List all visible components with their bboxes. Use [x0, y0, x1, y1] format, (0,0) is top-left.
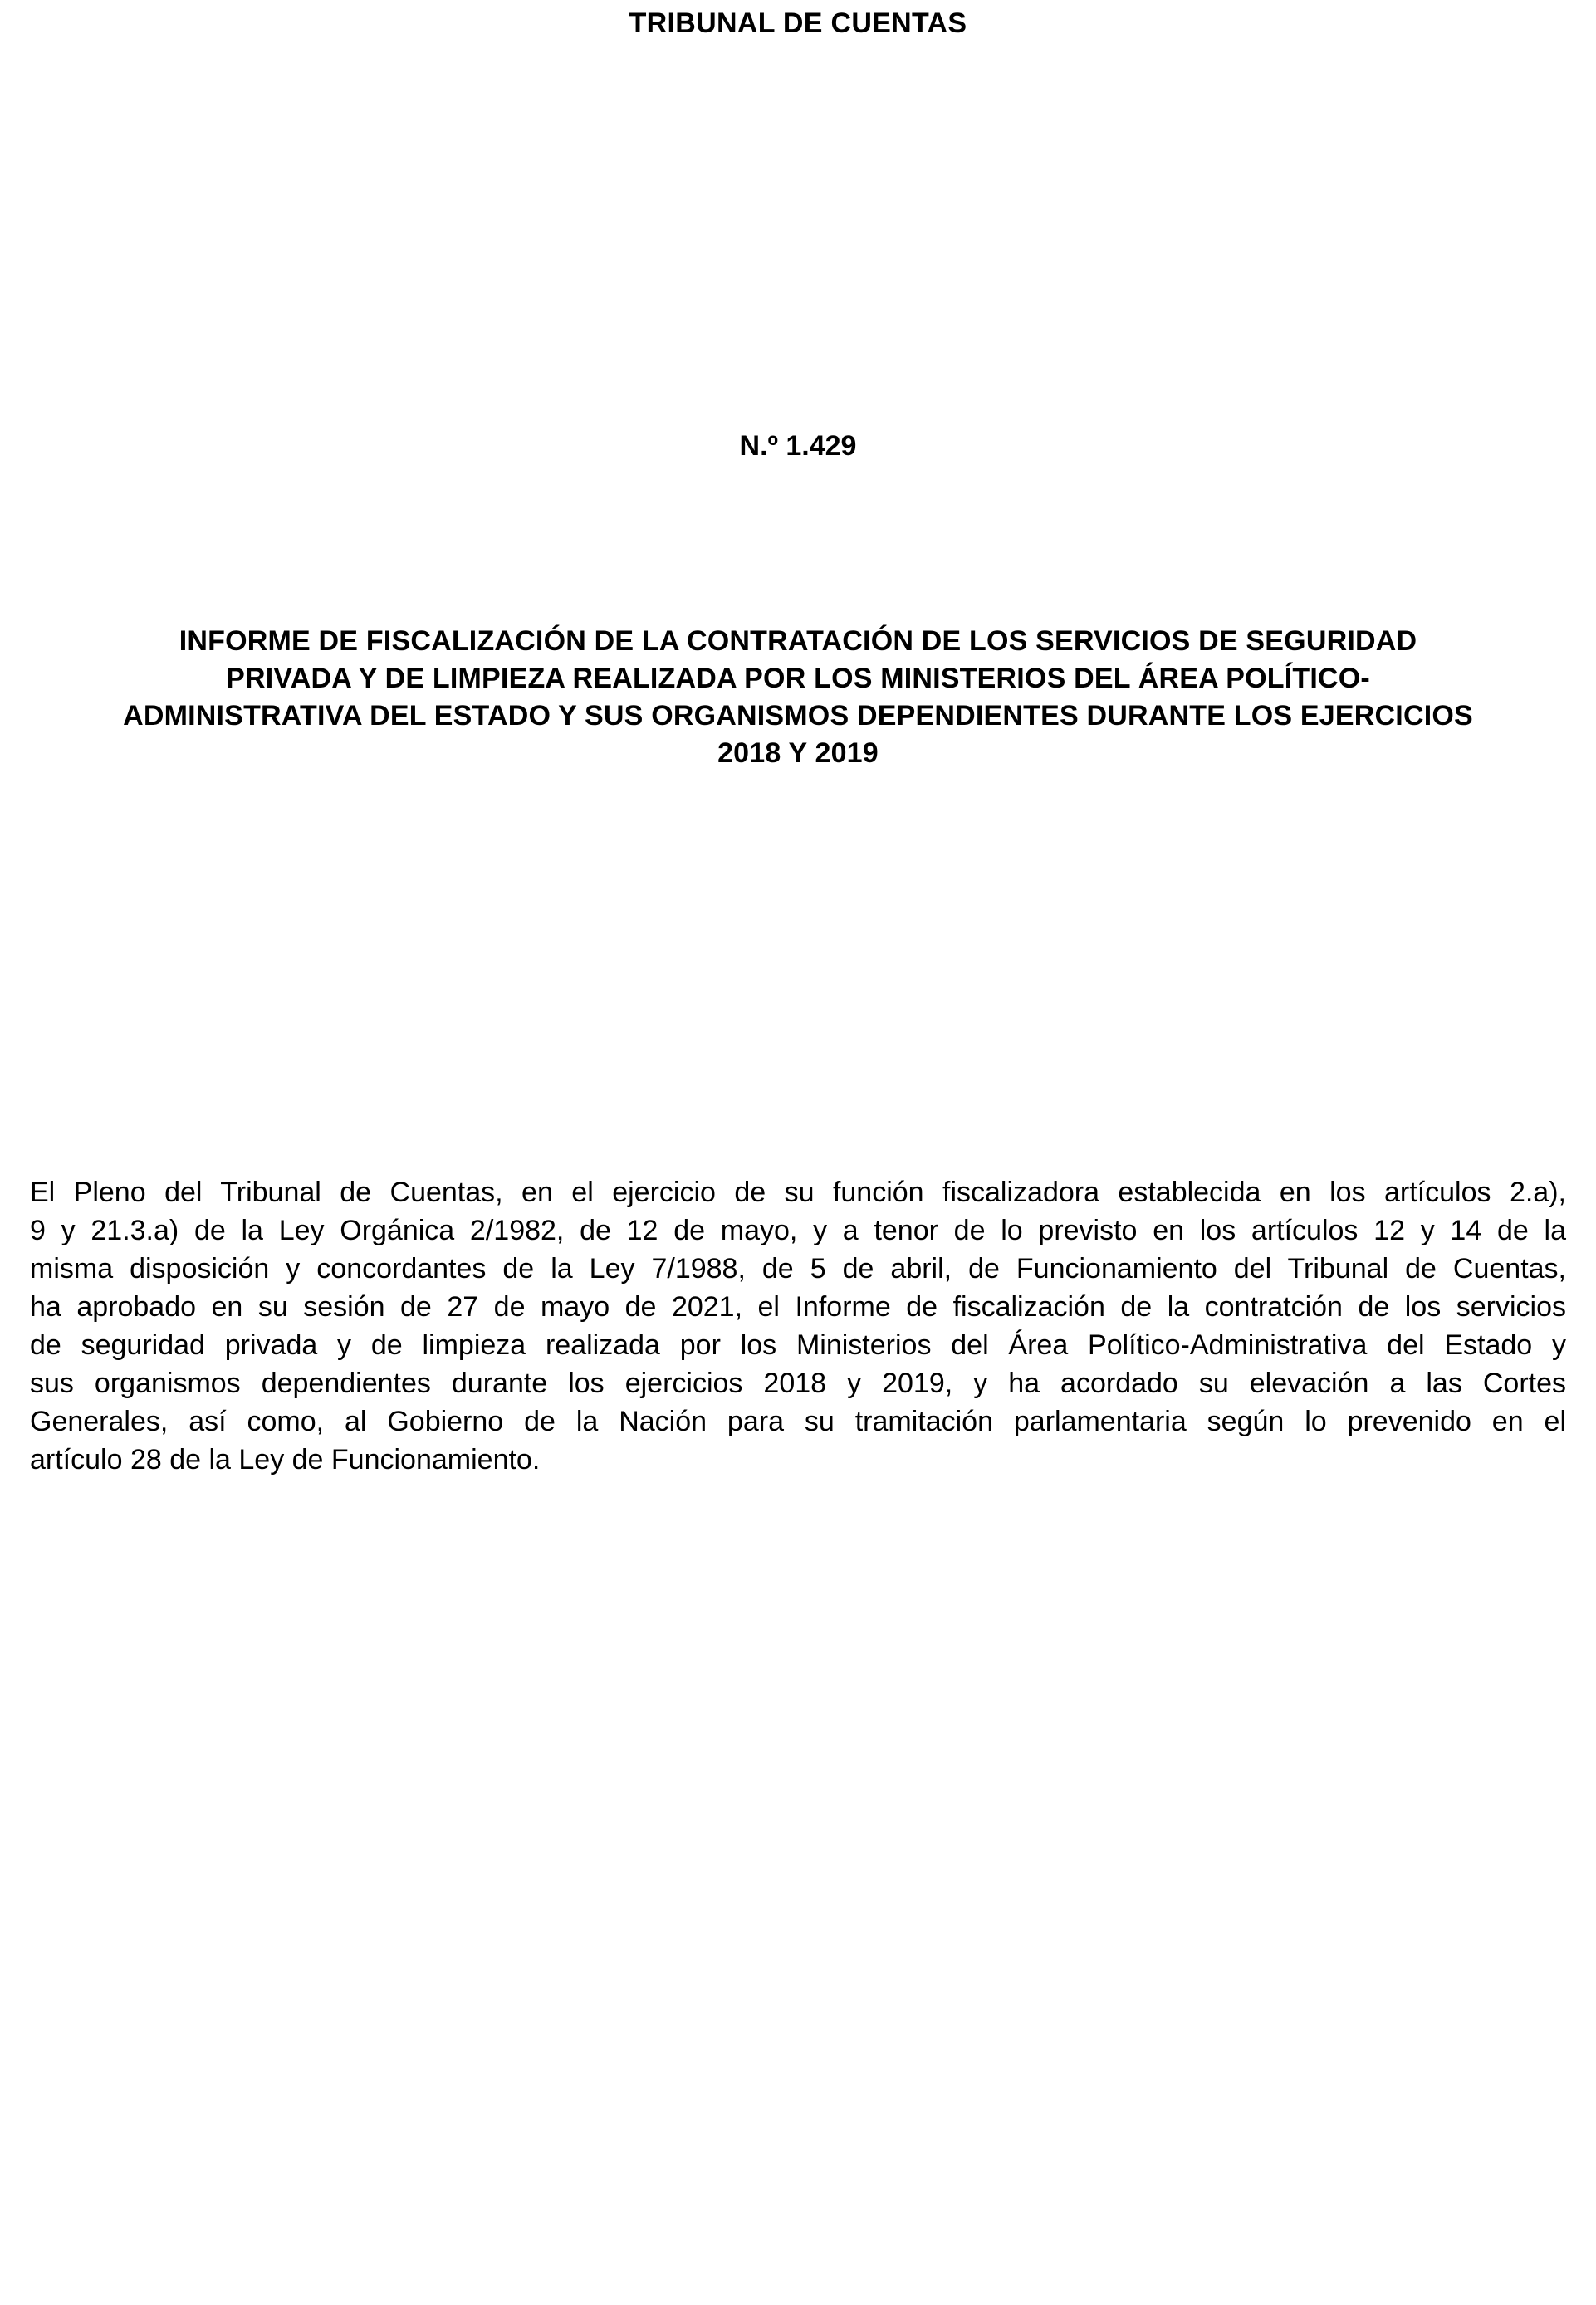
body-line: Generales, así como, al Gobierno de la Nación para su tramitación parlamentaria según lo prevenido en el: [30, 1406, 1566, 1437]
body-paragraph: [30, 1173, 1566, 1479]
report-title-line: ADMINISTRATIVA DEL ESTADO Y SUS ORGANISMOS DEPENDIENTES DURANTE LOS EJERCICIOS: [123, 700, 1473, 732]
organization-heading: TRIBUNAL DE CUENTAS: [629, 7, 967, 39]
body-line: de seguridad privada y de limpieza realizada por los Ministerios del Área Político-Administrativa del Estado y: [30, 1329, 1566, 1361]
report-title-line: INFORME DE FISCALIZACIÓN DE LA CONTRATACIÓN DE LOS SERVICIOS DE SEGURIDAD: [179, 625, 1417, 657]
report-title-line: PRIVADA Y DE LIMPIEZA REALIZADA POR LOS MINISTERIOS DEL ÁREA POLÍTICO-: [226, 663, 1370, 694]
body-line: sus organismos dependientes durante los ejercicios 2018 y 2019, y ha acordado su elevación a las Cortes: [30, 1368, 1566, 1399]
report-title-line: 2018 Y 2019: [717, 737, 879, 769]
body-line: El Pleno del Tribunal de Cuentas, en el ejercicio de su función fiscalizadora establecida en los artículos 2.a),: [30, 1177, 1566, 1208]
report-number: N.º 1.429: [739, 430, 857, 462]
body-line: artículo 28 de la Ley de Funcionamiento.: [30, 1444, 541, 1475]
body-line: 9 y 21.3.a) de la Ley Orgánica 2/1982, de 12 de mayo, y a tenor de lo previsto en los artículos 12 y 14 de la: [30, 1215, 1566, 1246]
body-line: misma disposición y concordantes de la Ley 7/1988, de 5 de abril, de Funcionamiento del Tribunal de Cuentas,: [30, 1253, 1566, 1285]
report-title: [33, 623, 1563, 772]
body-line: ha aprobado en su sesión de 27 de mayo de 2021, el Informe de fiscalización de la contratción de los servicios: [30, 1291, 1566, 1323]
